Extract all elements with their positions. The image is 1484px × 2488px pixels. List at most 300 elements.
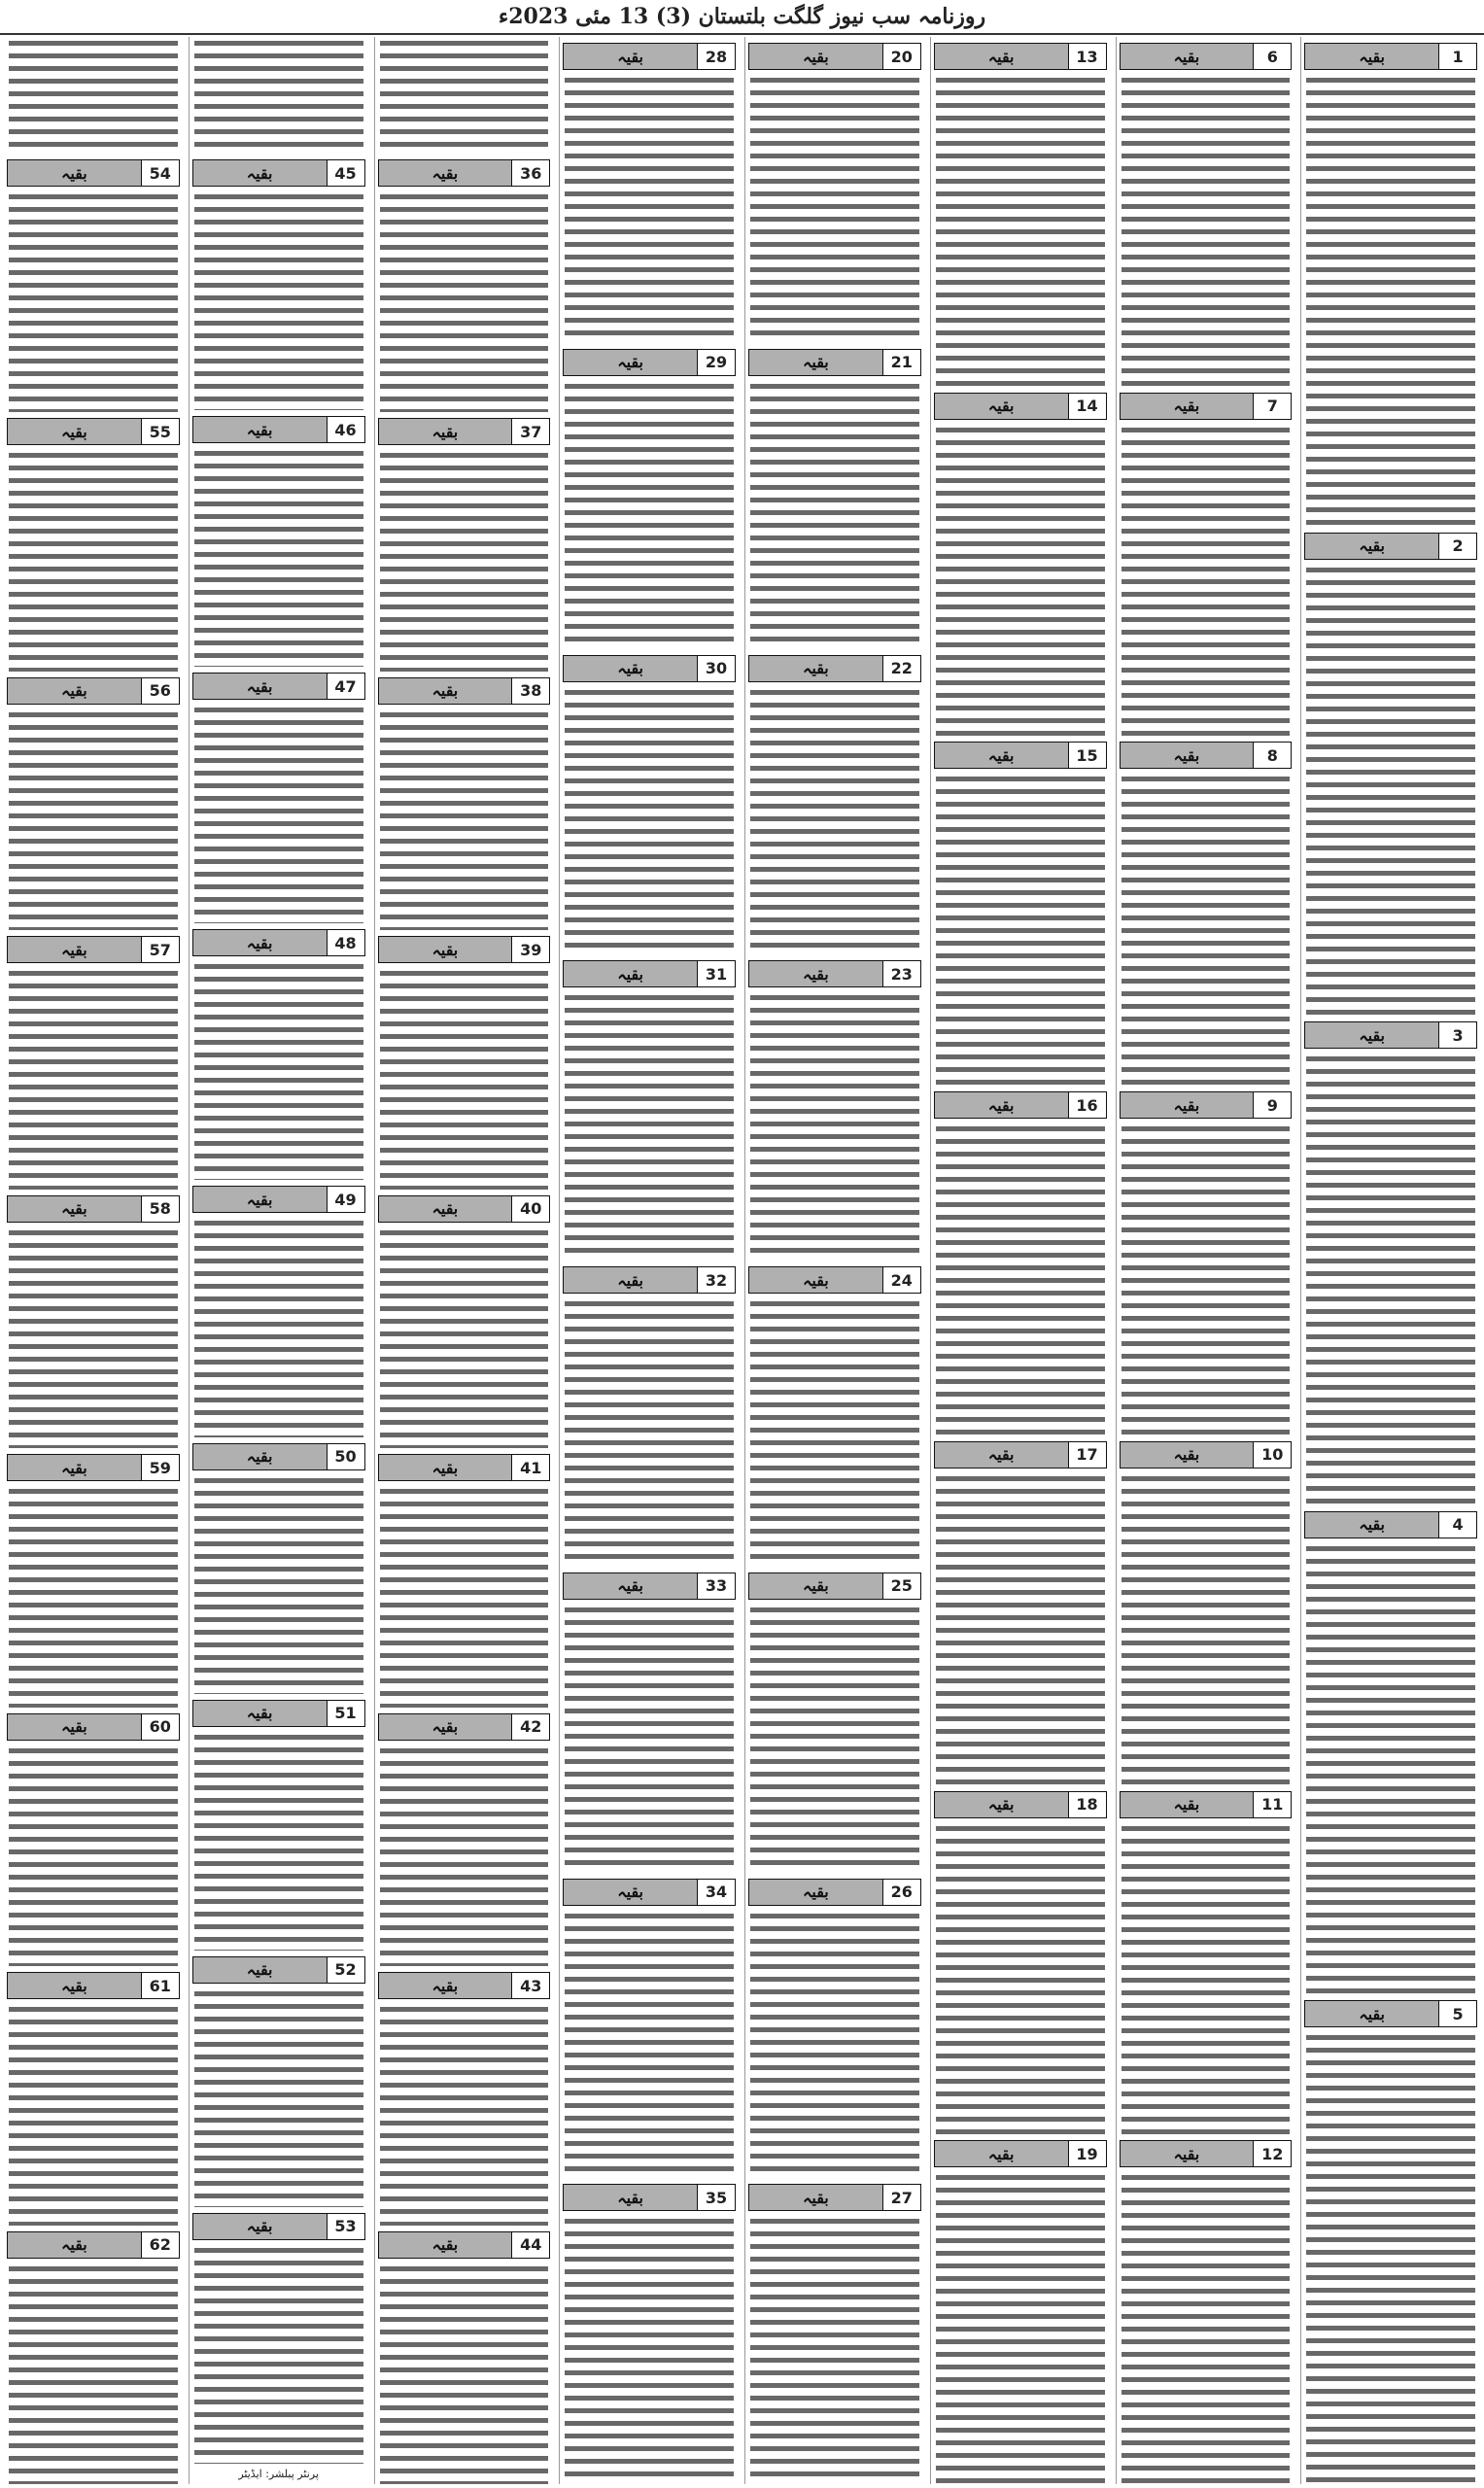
continuation-header bbox=[1120, 742, 1293, 769]
section-label: بقیہ bbox=[7, 936, 141, 963]
section-label: بقیہ bbox=[192, 1443, 327, 1470]
section-number: 19 bbox=[1068, 2140, 1107, 2167]
section-label: بقیہ bbox=[378, 159, 512, 187]
article-block bbox=[7, 1190, 180, 1448]
article-block bbox=[563, 954, 736, 1261]
section-number: 37 bbox=[511, 418, 550, 445]
article-text bbox=[565, 1297, 734, 1567]
section-number: 45 bbox=[327, 159, 365, 187]
article-block bbox=[378, 930, 551, 1189]
section-number: 27 bbox=[882, 2184, 921, 2211]
article-text bbox=[936, 424, 1105, 737]
section-number: 43 bbox=[511, 1972, 550, 1999]
article-block bbox=[192, 1951, 365, 2207]
section-label: بقیہ bbox=[563, 960, 697, 987]
article-block bbox=[934, 1086, 1107, 1435]
continuation-header bbox=[748, 1266, 921, 1294]
article-text bbox=[9, 1745, 178, 1966]
article-block bbox=[1304, 527, 1477, 1017]
section-number: 23 bbox=[882, 960, 921, 987]
article-text bbox=[565, 380, 734, 649]
section-number: 61 bbox=[141, 1972, 180, 1999]
section-label: بقیہ bbox=[7, 1972, 141, 1999]
continuation-header bbox=[7, 677, 180, 705]
article-block bbox=[748, 37, 921, 343]
column-2 bbox=[1116, 37, 1295, 2484]
continuation-header bbox=[378, 677, 551, 705]
continuation-header bbox=[563, 43, 736, 70]
continuation-header bbox=[192, 673, 365, 700]
continuation-header bbox=[192, 1443, 365, 1470]
article-text bbox=[936, 1822, 1105, 2135]
article-block bbox=[378, 1190, 551, 1448]
section-label: بقیہ bbox=[934, 2140, 1068, 2167]
column-4 bbox=[744, 37, 924, 2484]
continuation-header bbox=[378, 936, 551, 963]
article-text bbox=[9, 2003, 178, 2225]
continuation-header bbox=[563, 960, 736, 987]
section-number: 28 bbox=[697, 43, 736, 70]
article-block bbox=[934, 37, 1107, 387]
article-text bbox=[565, 1910, 734, 2179]
section-number: 20 bbox=[882, 43, 921, 70]
article-text bbox=[1122, 773, 1291, 1086]
section-label: بقیہ bbox=[934, 1791, 1068, 1818]
article-block bbox=[748, 2178, 921, 2484]
continuation-header bbox=[192, 416, 365, 443]
section-label: بقیہ bbox=[7, 2231, 141, 2259]
section-label: بقیہ bbox=[192, 416, 327, 443]
continuation-header bbox=[1120, 1091, 1293, 1119]
continuation-header bbox=[378, 159, 551, 187]
section-number: 40 bbox=[511, 1195, 550, 1223]
article-text bbox=[750, 380, 919, 649]
continuation-header bbox=[748, 1879, 921, 1906]
article-text bbox=[1122, 1472, 1291, 1785]
article-block bbox=[748, 954, 921, 1261]
section-number: 12 bbox=[1253, 2140, 1292, 2167]
article-text bbox=[750, 1910, 919, 2179]
article-text bbox=[9, 708, 178, 930]
article-text bbox=[750, 74, 919, 343]
section-number: 16 bbox=[1068, 1091, 1107, 1119]
section-number: 15 bbox=[1068, 742, 1107, 769]
section-label: بقیہ bbox=[748, 349, 882, 376]
article-text bbox=[750, 686, 919, 955]
continued-text bbox=[194, 37, 363, 154]
section-number: 56 bbox=[141, 677, 180, 705]
masthead-title: روزنامہ سب نیوز گلگت بلتستان (3) 13 مئی 2023ء bbox=[0, 0, 1484, 35]
article-text bbox=[1306, 2031, 1475, 2484]
article-block bbox=[563, 343, 736, 649]
article-block bbox=[934, 1435, 1107, 1785]
continuation-header bbox=[563, 1879, 736, 1906]
section-number: 36 bbox=[511, 159, 550, 187]
continued-text bbox=[9, 37, 178, 154]
article-text bbox=[380, 449, 549, 671]
section-label: بقیہ bbox=[378, 1972, 512, 1999]
article-block bbox=[563, 37, 736, 343]
section-label: بقیہ bbox=[1304, 1021, 1438, 1049]
continuation-header bbox=[1304, 1021, 1477, 1049]
article-block bbox=[748, 1567, 921, 1873]
article-block bbox=[7, 930, 180, 1189]
continuation-header bbox=[563, 2184, 736, 2211]
section-label: بقیہ bbox=[563, 349, 697, 376]
article-block bbox=[1304, 1994, 1477, 2484]
article-text bbox=[194, 1731, 363, 1951]
article-text bbox=[380, 190, 549, 412]
section-number: 11 bbox=[1253, 1791, 1292, 1818]
article-block bbox=[7, 2226, 180, 2484]
continuation-header bbox=[1120, 43, 1293, 70]
continuation-header bbox=[378, 1713, 551, 1741]
section-label: بقیہ bbox=[192, 159, 327, 187]
section-label: بقیہ bbox=[7, 1713, 141, 1741]
continuation-header bbox=[934, 43, 1107, 70]
section-number: 44 bbox=[511, 2231, 550, 2259]
section-number: 5 bbox=[1438, 2000, 1477, 2027]
section-label: بقیہ bbox=[934, 1091, 1068, 1119]
column-5 bbox=[559, 37, 739, 2484]
continuation-header bbox=[192, 1700, 365, 1727]
section-label: بقیہ bbox=[192, 929, 327, 956]
section-number: 1 bbox=[1438, 43, 1477, 70]
article-text bbox=[380, 967, 549, 1189]
section-number: 54 bbox=[141, 159, 180, 187]
article-text bbox=[565, 1604, 734, 1873]
article-block bbox=[378, 1966, 551, 2225]
article-block bbox=[748, 1261, 921, 1567]
section-label: بقیہ bbox=[934, 43, 1068, 70]
continuation-header bbox=[1304, 1511, 1477, 1538]
continued-text bbox=[380, 37, 549, 154]
section-label: بقیہ bbox=[748, 2184, 882, 2211]
section-number: 25 bbox=[882, 1572, 921, 1600]
article-block bbox=[563, 649, 736, 955]
article-text bbox=[1122, 424, 1291, 737]
article-text bbox=[936, 1123, 1105, 1435]
article-text bbox=[1122, 74, 1291, 387]
continuation-header bbox=[748, 349, 921, 376]
section-label: بقیہ bbox=[192, 2213, 327, 2240]
article-text bbox=[194, 1474, 363, 1694]
section-label: بقیہ bbox=[7, 677, 141, 705]
article-block bbox=[934, 736, 1107, 1086]
section-label: بقیہ bbox=[192, 1956, 327, 1984]
article-text bbox=[750, 991, 919, 1261]
section-label: بقیہ bbox=[1304, 43, 1438, 70]
continuation-header bbox=[1120, 2140, 1293, 2167]
continuation-header bbox=[192, 2213, 365, 2240]
article-block bbox=[934, 387, 1107, 737]
section-label: بقیہ bbox=[1304, 1511, 1438, 1538]
section-label: بقیہ bbox=[748, 43, 882, 70]
section-number: 4 bbox=[1438, 1511, 1477, 1538]
article-block bbox=[563, 1873, 736, 2179]
section-number: 9 bbox=[1253, 1091, 1292, 1119]
article-text bbox=[750, 1297, 919, 1567]
continuation-header bbox=[563, 655, 736, 682]
article-text bbox=[565, 74, 734, 343]
section-label: بقیہ bbox=[934, 1441, 1068, 1469]
article-block bbox=[7, 1448, 180, 1707]
section-number: 50 bbox=[327, 1443, 365, 1470]
section-label: بقیہ bbox=[1120, 2140, 1254, 2167]
section-number: 42 bbox=[511, 1713, 550, 1741]
article-block bbox=[1120, 2134, 1293, 2484]
section-number: 51 bbox=[327, 1700, 365, 1727]
columns-container bbox=[4, 37, 1480, 2484]
article-block bbox=[378, 412, 551, 671]
article-block bbox=[7, 1708, 180, 1966]
article-block bbox=[563, 2178, 736, 2484]
article-block bbox=[1120, 37, 1293, 387]
article-block bbox=[748, 649, 921, 955]
article-text bbox=[194, 704, 363, 923]
section-label: بقیہ bbox=[378, 1195, 512, 1223]
section-number: 18 bbox=[1068, 1791, 1107, 1818]
section-label: بقیہ bbox=[192, 1700, 327, 1727]
section-label: بقیہ bbox=[563, 1266, 697, 1294]
section-number: 53 bbox=[327, 2213, 365, 2240]
continuation-header bbox=[748, 960, 921, 987]
article-text bbox=[194, 1987, 363, 2207]
article-text bbox=[194, 1217, 363, 1436]
article-block bbox=[1120, 1785, 1293, 2135]
continuation-header bbox=[1120, 1791, 1293, 1818]
continuation-header bbox=[1120, 1441, 1293, 1469]
column-1 bbox=[1300, 37, 1480, 2484]
section-number: 48 bbox=[327, 929, 365, 956]
section-label: بقیہ bbox=[378, 1713, 512, 1741]
article-text bbox=[565, 991, 734, 1261]
section-label: بقیہ bbox=[378, 936, 512, 963]
section-label: بقیہ bbox=[192, 1186, 327, 1213]
article-block bbox=[934, 2134, 1107, 2484]
section-label: بقیہ bbox=[1120, 1091, 1254, 1119]
section-number: 22 bbox=[882, 655, 921, 682]
article-text bbox=[380, 2003, 549, 2225]
section-number: 29 bbox=[697, 349, 736, 376]
section-label: بقیہ bbox=[748, 1266, 882, 1294]
article-text bbox=[565, 2215, 734, 2484]
article-text bbox=[380, 1485, 549, 1707]
article-text bbox=[1122, 2171, 1291, 2484]
section-number: 35 bbox=[697, 2184, 736, 2211]
section-number: 46 bbox=[327, 416, 365, 443]
section-number: 32 bbox=[697, 1266, 736, 1294]
section-number: 14 bbox=[1068, 393, 1107, 420]
continuation-header bbox=[748, 43, 921, 70]
section-label: بقیہ bbox=[1120, 43, 1254, 70]
continuation-header bbox=[934, 1091, 1107, 1119]
section-number: 55 bbox=[141, 418, 180, 445]
section-label: بقیہ bbox=[1120, 393, 1254, 420]
section-number: 57 bbox=[141, 936, 180, 963]
section-label: بقیہ bbox=[563, 2184, 697, 2211]
section-label: بقیہ bbox=[748, 960, 882, 987]
section-number: 59 bbox=[141, 1454, 180, 1481]
article-text bbox=[1306, 1542, 1475, 1995]
continuation-header bbox=[7, 159, 180, 187]
section-label: بقیہ bbox=[7, 1454, 141, 1481]
article-text bbox=[936, 773, 1105, 1086]
article-text bbox=[1306, 564, 1475, 1017]
section-number: 58 bbox=[141, 1195, 180, 1223]
continuation-header bbox=[192, 159, 365, 187]
section-label: بقیہ bbox=[934, 393, 1068, 420]
article-block bbox=[378, 1708, 551, 1966]
continuation-header bbox=[7, 1195, 180, 1223]
article-block bbox=[192, 2207, 365, 2464]
article-block bbox=[192, 1694, 365, 1951]
article-block bbox=[563, 1261, 736, 1567]
section-label: بقیہ bbox=[1304, 2000, 1438, 2027]
section-number: 21 bbox=[882, 349, 921, 376]
article-text bbox=[194, 960, 363, 1180]
section-number: 38 bbox=[511, 677, 550, 705]
section-label: بقیہ bbox=[748, 655, 882, 682]
continuation-header bbox=[378, 1195, 551, 1223]
article-text bbox=[194, 190, 363, 410]
section-label: بقیہ bbox=[378, 1454, 512, 1481]
section-number: 24 bbox=[882, 1266, 921, 1294]
section-number: 60 bbox=[141, 1713, 180, 1741]
article-block bbox=[934, 1785, 1107, 2135]
continuation-header bbox=[7, 1972, 180, 1999]
continuation-header bbox=[192, 1186, 365, 1213]
section-number: 10 bbox=[1253, 1441, 1292, 1469]
section-number: 3 bbox=[1438, 1021, 1477, 1049]
section-number: 2 bbox=[1438, 533, 1477, 560]
continuation-header bbox=[1120, 393, 1293, 420]
article-block bbox=[1304, 1505, 1477, 1995]
continuation-header bbox=[7, 418, 180, 445]
article-text bbox=[194, 447, 363, 667]
article-text bbox=[936, 1472, 1105, 1785]
article-text bbox=[194, 2244, 363, 2464]
section-number: 34 bbox=[697, 1879, 736, 1906]
continuation-header bbox=[563, 1572, 736, 1600]
article-text bbox=[750, 1604, 919, 1873]
continuation-header bbox=[7, 936, 180, 963]
continuation-header bbox=[563, 349, 736, 376]
continuation-header bbox=[748, 1572, 921, 1600]
article-text bbox=[9, 1227, 178, 1448]
column-7 bbox=[189, 37, 368, 2484]
continuation-header bbox=[934, 2140, 1107, 2167]
article-block bbox=[378, 672, 551, 930]
continuation-header bbox=[748, 655, 921, 682]
continuation-header bbox=[7, 1713, 180, 1741]
article-text bbox=[380, 1227, 549, 1448]
article-block bbox=[7, 1966, 180, 2225]
continuation-header bbox=[934, 393, 1107, 420]
article-block bbox=[378, 154, 551, 412]
continuation-header bbox=[934, 742, 1107, 769]
article-block bbox=[192, 1180, 365, 1436]
article-text bbox=[9, 190, 178, 412]
article-text bbox=[936, 2171, 1105, 2484]
section-number: 41 bbox=[511, 1454, 550, 1481]
continuation-header bbox=[563, 1266, 736, 1294]
article-block bbox=[192, 923, 365, 1180]
section-label: بقیہ bbox=[563, 1572, 697, 1600]
article-text bbox=[936, 74, 1105, 387]
section-label: بقیہ bbox=[192, 673, 327, 700]
section-label: بقیہ bbox=[563, 1879, 697, 1906]
article-block bbox=[563, 1567, 736, 1873]
article-text bbox=[1122, 1123, 1291, 1435]
section-number: 49 bbox=[327, 1186, 365, 1213]
section-label: بقیہ bbox=[378, 2231, 512, 2259]
section-label: بقیہ bbox=[1120, 742, 1254, 769]
article-text bbox=[380, 2263, 549, 2484]
section-label: بقیہ bbox=[563, 655, 697, 682]
column-8 bbox=[4, 37, 183, 2484]
article-block bbox=[1120, 1086, 1293, 1435]
section-number: 30 bbox=[697, 655, 736, 682]
article-text bbox=[750, 2215, 919, 2484]
article-text bbox=[9, 449, 178, 671]
continuation-header bbox=[1304, 2000, 1477, 2027]
section-number: 47 bbox=[327, 673, 365, 700]
continuation-header bbox=[748, 2184, 921, 2211]
continuation-header bbox=[378, 2231, 551, 2259]
section-number: 33 bbox=[697, 1572, 736, 1600]
article-block bbox=[192, 154, 365, 410]
continuation-header bbox=[378, 1972, 551, 1999]
article-block bbox=[7, 672, 180, 930]
article-block bbox=[378, 1448, 551, 1707]
continuation-header bbox=[934, 1441, 1107, 1469]
section-number: 26 bbox=[882, 1879, 921, 1906]
article-block bbox=[1304, 1016, 1477, 1505]
section-number: 62 bbox=[141, 2231, 180, 2259]
article-text bbox=[9, 2263, 178, 2484]
section-number: 7 bbox=[1253, 393, 1292, 420]
column-6 bbox=[374, 37, 554, 2484]
section-label: بقیہ bbox=[1304, 533, 1438, 560]
continuation-header bbox=[7, 1454, 180, 1481]
section-number: 52 bbox=[327, 1956, 365, 1984]
section-label: بقیہ bbox=[1120, 1791, 1254, 1818]
section-label: بقیہ bbox=[378, 418, 512, 445]
section-label: بقیہ bbox=[1120, 1441, 1254, 1469]
continuation-header bbox=[7, 2231, 180, 2259]
section-label: بقیہ bbox=[378, 677, 512, 705]
article-block bbox=[1120, 1435, 1293, 1785]
section-number: 6 bbox=[1253, 43, 1292, 70]
article-text bbox=[1122, 1822, 1291, 2135]
article-block bbox=[378, 2226, 551, 2484]
article-block bbox=[192, 410, 365, 667]
section-number: 39 bbox=[511, 936, 550, 963]
article-text bbox=[380, 708, 549, 930]
continuation-header bbox=[378, 1454, 551, 1481]
column-3 bbox=[930, 37, 1110, 2484]
continuation-header bbox=[1304, 43, 1477, 70]
article-block bbox=[748, 1873, 921, 2179]
section-label: بقیہ bbox=[7, 1195, 141, 1223]
section-number: 8 bbox=[1253, 742, 1292, 769]
article-text bbox=[1306, 74, 1475, 527]
article-block bbox=[748, 343, 921, 649]
article-block bbox=[7, 412, 180, 671]
section-label: بقیہ bbox=[748, 1879, 882, 1906]
continuation-header bbox=[934, 1791, 1107, 1818]
